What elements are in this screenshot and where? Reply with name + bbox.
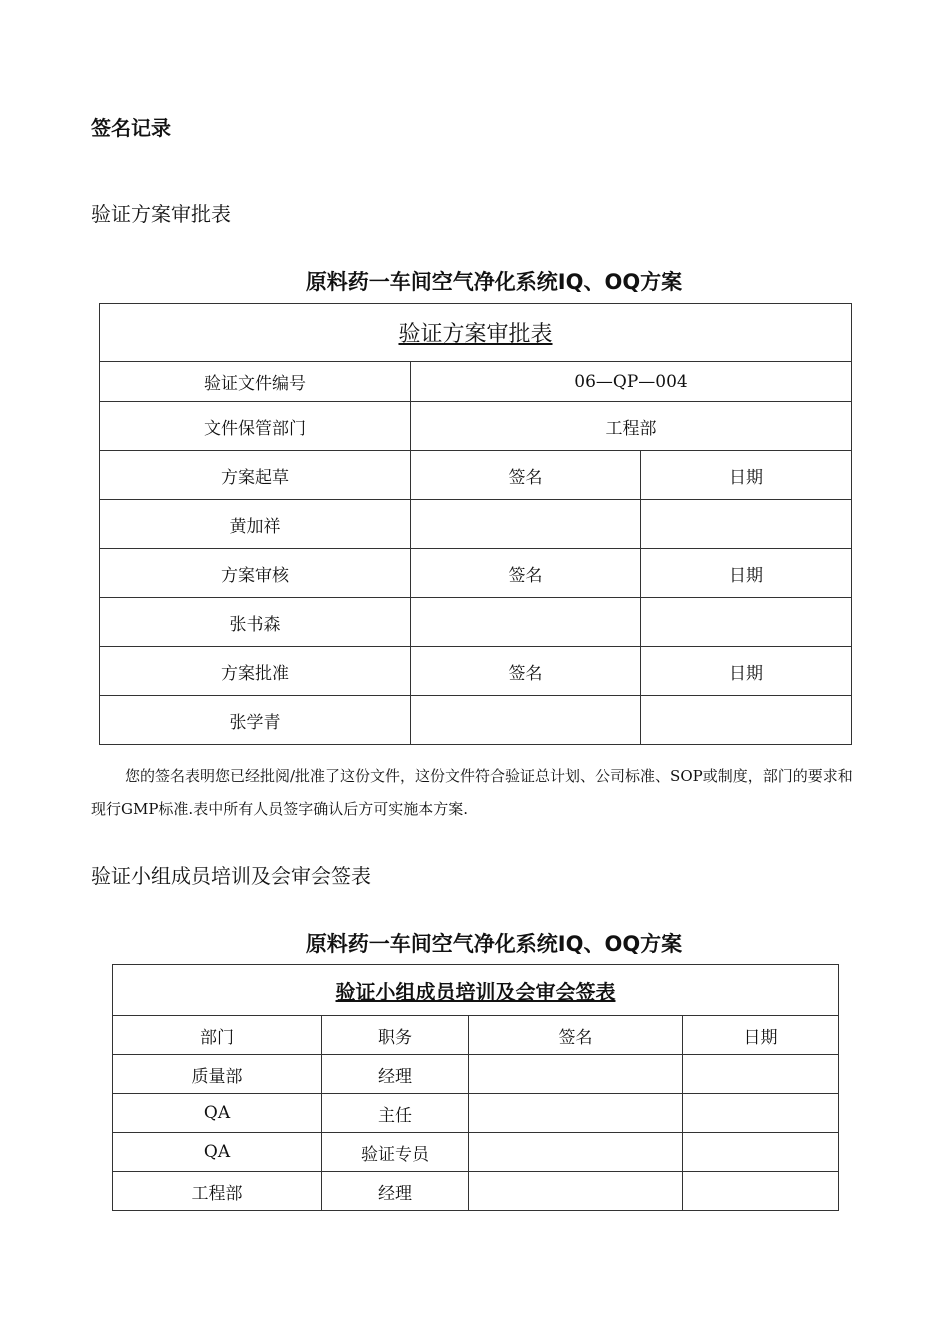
page-heading: 签名记录 xyxy=(91,116,171,140)
dept-label: 文件保管部门 xyxy=(100,402,411,451)
signature-cell[interactable] xyxy=(411,696,641,745)
date-cell[interactable] xyxy=(683,1172,839,1211)
signature-cell[interactable] xyxy=(469,1055,683,1094)
table-row xyxy=(113,1133,839,1172)
signature-cell[interactable] xyxy=(411,598,641,647)
date-cell[interactable] xyxy=(683,1094,839,1133)
training-table-caption: 验证小组成员培训及会审会签表 xyxy=(113,965,839,1016)
section-label-approval: 验证方案审批表 xyxy=(91,202,231,226)
table-row xyxy=(113,1172,839,1211)
signature-cell[interactable] xyxy=(411,500,641,549)
person-approve: 张学青 xyxy=(100,696,411,745)
position-cell: 经理 xyxy=(322,1172,469,1211)
signature-cell[interactable] xyxy=(469,1133,683,1172)
sign-header: 签名 xyxy=(411,647,641,696)
role-review: 方案审核 xyxy=(100,549,411,598)
date-header: 日期 xyxy=(641,549,852,598)
dept-value: 工程部 xyxy=(411,402,852,451)
date-cell[interactable] xyxy=(683,1133,839,1172)
header-position: 职务 xyxy=(322,1016,469,1055)
date-cell[interactable] xyxy=(641,696,852,745)
signature-cell[interactable] xyxy=(469,1094,683,1133)
approval-table-caption: 验证方案审批表 xyxy=(100,304,852,362)
position-cell: 验证专员 xyxy=(322,1133,469,1172)
dept-cell: QA xyxy=(113,1133,322,1172)
table-row xyxy=(113,1055,839,1094)
date-cell[interactable] xyxy=(683,1055,839,1094)
approval-table xyxy=(99,303,852,745)
doc-title-training: 原料药一车间空气净化系统IQ、OQ方案 xyxy=(305,932,683,956)
signature-cell[interactable] xyxy=(469,1172,683,1211)
file-no-label: 验证文件编号 xyxy=(100,362,411,402)
dept-cell: 工程部 xyxy=(113,1172,322,1211)
approval-note xyxy=(91,760,861,826)
role-draft: 方案起草 xyxy=(100,451,411,500)
date-cell[interactable] xyxy=(641,598,852,647)
file-no-value: 06—QP—004 xyxy=(411,362,852,402)
person-draft: 黄加祥 xyxy=(100,500,411,549)
header-sign: 签名 xyxy=(469,1016,683,1055)
training-table xyxy=(112,964,839,1211)
role-approve: 方案批准 xyxy=(100,647,411,696)
person-review: 张书森 xyxy=(100,598,411,647)
dept-cell: QA xyxy=(113,1094,322,1133)
dept-cell: 质量部 xyxy=(113,1055,322,1094)
header-dept: 部门 xyxy=(113,1016,322,1055)
section-label-training: 验证小组成员培训及会审会签表 xyxy=(91,864,371,888)
doc-title-approval: 原料药一车间空气净化系统IQ、OQ方案 xyxy=(305,270,683,294)
sign-header: 签名 xyxy=(411,549,641,598)
date-cell[interactable] xyxy=(641,500,852,549)
date-header: 日期 xyxy=(641,647,852,696)
table-row xyxy=(113,1094,839,1133)
date-header: 日期 xyxy=(641,451,852,500)
header-date: 日期 xyxy=(683,1016,839,1055)
sign-header: 签名 xyxy=(411,451,641,500)
position-cell: 主任 xyxy=(322,1094,469,1133)
position-cell: 经理 xyxy=(322,1055,469,1094)
approval-note-text: 您的签名表明您已经批阅/批准了这份文件，这份文件符合验证总计划、公司标准、SOP或制度，部门的要求和现行GMP标准.表中所有人员签字确认后方可实施本方案. xyxy=(91,767,853,818)
